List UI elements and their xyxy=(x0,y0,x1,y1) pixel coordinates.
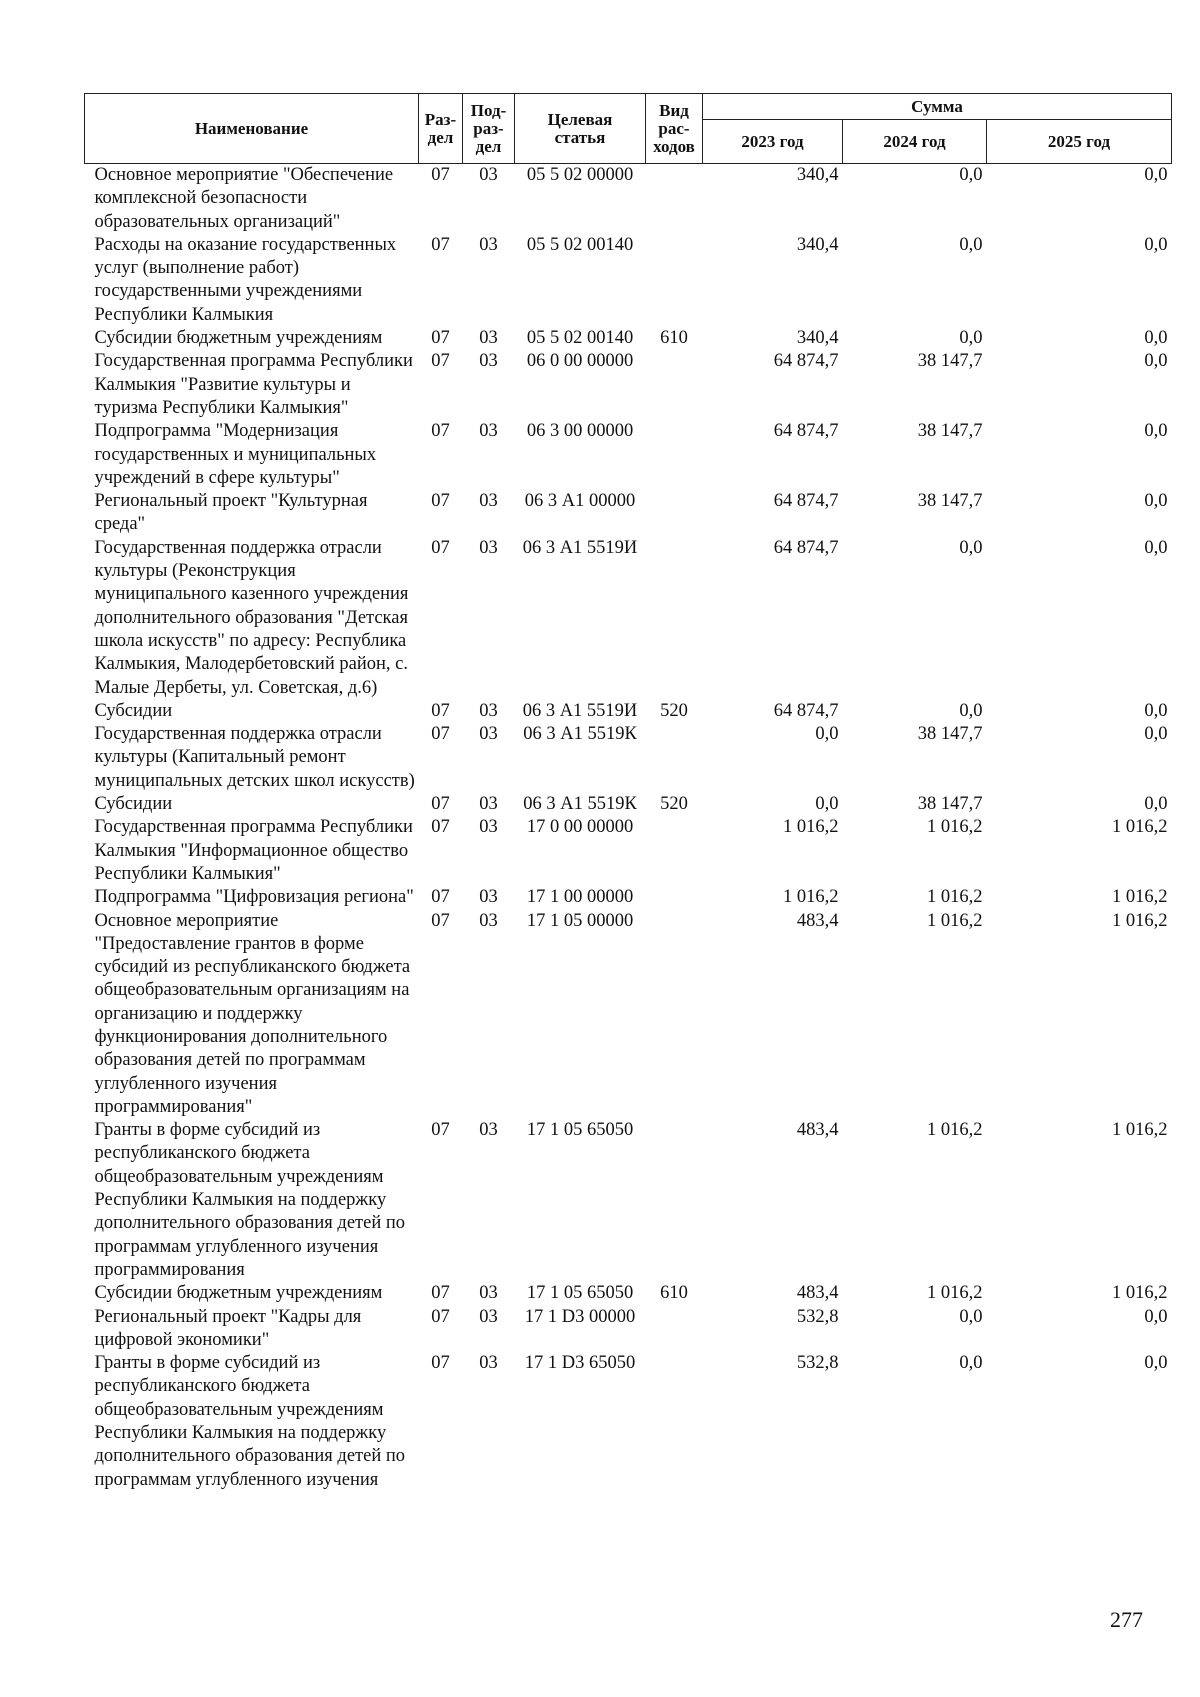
row-sum-2025: 1 016,2 xyxy=(1112,1283,1168,1304)
row-podrazdel: 03 xyxy=(479,887,498,908)
row-target-article: 17 1 D3 65050 xyxy=(524,1353,636,1374)
row-sum-2023: 64 874,7 xyxy=(773,491,839,512)
row-sum-2025: 0,0 xyxy=(1144,165,1168,185)
header-2024: 2024 год xyxy=(843,120,987,164)
row-expense-type xyxy=(646,490,703,537)
page-number: 277 xyxy=(1110,1607,1143,1632)
table-row xyxy=(85,700,1172,723)
row-name: Основное мероприятие "Предоставление грантов в форме субсидий из республиканского бюджета общеобразовательным организациям на организацию и поддержку функционирования дополнительного образования детей по программам углубленного изучения программирования" xyxy=(94,910,411,1117)
row-expense-type xyxy=(646,164,703,234)
row-sum-2024: 38 147,7 xyxy=(917,351,983,372)
row-expense-type xyxy=(646,1352,703,1492)
row-target-article: 06 3 А1 00000 xyxy=(524,491,636,512)
row-sum-2023: 1 016,2 xyxy=(783,817,839,838)
row-target-article: 06 3 А1 5519И xyxy=(522,537,638,558)
row-name: Гранты в форме субсидий из республиканского бюджета общеобразовательным учреждениям Республики Калмыкия на поддержку дополнительного образования детей по программам углубленного изучения программирования xyxy=(94,1120,406,1280)
row-razdel: 07 xyxy=(431,1353,450,1374)
row-sum-2023: 340,4 xyxy=(796,328,839,349)
row-expense-type xyxy=(646,1306,703,1353)
row-podrazdel: 03 xyxy=(479,328,498,349)
table-row xyxy=(85,164,1172,234)
row-razdel: 07 xyxy=(431,794,450,815)
row-sum-2024: 0,0 xyxy=(959,1306,983,1327)
row-name: Подпрограмма "Цифровизация региона" xyxy=(94,887,414,908)
row-sum-2024: 1 016,2 xyxy=(927,1283,983,1304)
row-sum-2025: 1 016,2 xyxy=(1112,1120,1168,1141)
row-razdel: 07 xyxy=(431,700,450,721)
row-sum-2025: 0,0 xyxy=(1144,351,1168,372)
row-podrazdel: 03 xyxy=(479,351,498,372)
row-podrazdel: 03 xyxy=(479,1353,498,1374)
row-name: Региональный проект "Культурная среда" xyxy=(94,491,368,535)
header-razdel: Раз- дел xyxy=(419,94,463,164)
row-razdel: 07 xyxy=(431,234,450,255)
header-target-article: Целевая статья xyxy=(515,94,646,164)
table-row xyxy=(85,350,1172,420)
table-header xyxy=(85,94,1172,164)
table-row xyxy=(85,886,1172,909)
row-sum-2023: 483,4 xyxy=(796,910,839,931)
row-sum-2024: 1 016,2 xyxy=(927,910,983,931)
row-name: Государственная программа Республики Калмыкия "Развитие культуры и туризма Республики Калмыкия" xyxy=(94,351,413,418)
row-target-article: 06 3 А1 5519И xyxy=(522,700,638,721)
row-razdel: 07 xyxy=(431,817,450,838)
row-podrazdel: 03 xyxy=(479,421,498,442)
row-sum-2024: 1 016,2 xyxy=(927,1120,983,1141)
row-sum-2023: 483,4 xyxy=(796,1120,839,1141)
row-expense-type xyxy=(646,1119,703,1282)
row-podrazdel: 03 xyxy=(479,537,498,558)
row-razdel: 07 xyxy=(431,1120,450,1141)
row-expense-type xyxy=(646,816,703,886)
row-sum-2024: 1 016,2 xyxy=(927,887,983,908)
table-row xyxy=(85,1306,1172,1353)
row-sum-2025: 1 016,2 xyxy=(1112,817,1168,838)
row-sum-2024: 0,0 xyxy=(959,165,983,185)
row-sum-2025: 0,0 xyxy=(1144,234,1168,255)
row-name: Государственная поддержка отрасли культуры (Реконструкция муниципального казенного учреждения дополнительного образования "Детская школа искусств" по адресу: Республика Калмыкия, Малодербетовский район, с. Малые Дербеты, ул. Советская, д.6) xyxy=(94,537,409,698)
row-razdel: 07 xyxy=(431,328,450,349)
row-sum-2024: 38 147,7 xyxy=(917,491,983,512)
row-razdel: 07 xyxy=(431,1283,450,1304)
row-podrazdel: 03 xyxy=(479,234,498,255)
row-razdel: 07 xyxy=(431,165,450,185)
header-podrazdel: Под- раз- дел xyxy=(463,94,515,164)
row-razdel: 07 xyxy=(431,421,450,442)
row-name: Субсидии бюджетным учреждениям xyxy=(94,328,383,349)
row-expense-type xyxy=(646,537,703,700)
row-sum-2023: 64 874,7 xyxy=(773,700,839,721)
row-sum-2025: 1 016,2 xyxy=(1112,910,1168,931)
row-razdel: 07 xyxy=(431,537,450,558)
table-row xyxy=(85,1282,1172,1305)
table-row xyxy=(85,793,1172,816)
table-row xyxy=(85,537,1172,700)
row-sum-2023: 64 874,7 xyxy=(773,351,839,372)
table-row xyxy=(85,723,1172,793)
budget-table-page xyxy=(84,93,1171,1492)
row-podrazdel: 03 xyxy=(479,1306,498,1327)
row-razdel: 07 xyxy=(431,491,450,512)
row-target-article: 17 1 05 65050 xyxy=(526,1283,634,1304)
row-expense-type: 610 xyxy=(660,328,688,349)
row-name: Субсидии xyxy=(94,700,173,721)
table-row xyxy=(85,1352,1172,1492)
row-sum-2025: 1 016,2 xyxy=(1112,887,1168,908)
budget-table xyxy=(84,93,1172,1492)
row-sum-2025: 0,0 xyxy=(1144,700,1168,721)
row-sum-2024: 1 016,2 xyxy=(927,817,983,838)
row-sum-2023: 340,4 xyxy=(796,165,839,185)
row-sum-2025: 0,0 xyxy=(1144,1306,1168,1327)
row-expense-type xyxy=(646,886,703,909)
row-sum-2025: 0,0 xyxy=(1144,724,1168,745)
row-expense-type xyxy=(646,350,703,420)
row-sum-2024: 0,0 xyxy=(959,328,983,349)
table-row xyxy=(85,910,1172,1120)
header-sum: Сумма xyxy=(703,94,1172,120)
row-target-article: 06 3 00 00000 xyxy=(526,421,634,442)
row-target-article: 17 1 D3 00000 xyxy=(524,1306,636,1327)
row-name: Подпрограмма "Модернизация государственных и муниципальных учреждений в сфере культуры" xyxy=(94,421,377,488)
row-podrazdel: 03 xyxy=(479,910,498,931)
table-row xyxy=(85,490,1172,537)
row-sum-2023: 0,0 xyxy=(815,724,839,745)
row-expense-type xyxy=(646,234,703,327)
header-expense-type: Вид рас- ходов xyxy=(646,94,703,164)
row-razdel: 07 xyxy=(431,887,450,908)
row-podrazdel: 03 xyxy=(479,165,498,185)
row-name: Субсидии xyxy=(94,794,173,815)
row-name: Расходы на оказание государственных услуг (выполнение работ) государственными учреждениями Республики Калмыкия xyxy=(94,234,397,325)
row-target-article: 05 5 02 00140 xyxy=(526,328,634,349)
row-target-article: 17 1 05 65050 xyxy=(526,1120,634,1141)
row-sum-2023: 1 016,2 xyxy=(783,887,839,908)
row-podrazdel: 03 xyxy=(479,491,498,512)
row-razdel: 07 xyxy=(431,351,450,372)
table-row xyxy=(85,234,1172,327)
row-sum-2023: 64 874,7 xyxy=(773,421,839,442)
row-sum-2024: 38 147,7 xyxy=(917,724,983,745)
row-target-article: 06 3 А1 5519К xyxy=(523,724,637,745)
header-2023: 2023 год xyxy=(703,120,843,164)
header-2025: 2025 год xyxy=(987,120,1172,164)
row-sum-2023: 64 874,7 xyxy=(773,537,839,558)
row-target-article: 05 5 02 00000 xyxy=(526,165,634,185)
row-expense-type: 520 xyxy=(660,700,688,721)
row-razdel: 07 xyxy=(431,724,450,745)
row-sum-2023: 340,4 xyxy=(796,234,839,255)
row-target-article: 17 1 05 00000 xyxy=(526,910,634,931)
row-target-article: 05 5 02 00140 xyxy=(526,234,634,255)
row-sum-2023: 483,4 xyxy=(796,1283,839,1304)
row-podrazdel: 03 xyxy=(479,794,498,815)
row-sum-2023: 532,8 xyxy=(796,1353,839,1374)
row-name: Государственная поддержка отрасли культуры (Капитальный ремонт муниципальных детских школ искусств) xyxy=(94,724,415,791)
row-sum-2024: 0,0 xyxy=(959,537,983,558)
row-sum-2024: 0,0 xyxy=(959,1353,983,1374)
row-expense-type xyxy=(646,910,703,1120)
row-podrazdel: 03 xyxy=(479,817,498,838)
row-target-article: 17 0 00 00000 xyxy=(526,817,634,838)
row-name: Субсидии бюджетным учреждениям xyxy=(94,1283,383,1304)
row-podrazdel: 03 xyxy=(479,700,498,721)
row-name: Гранты в форме субсидий из республиканского бюджета общеобразовательным учреждениям Республики Калмыкия на поддержку дополнительного образования детей по программам углубленного изучения xyxy=(94,1353,406,1490)
row-target-article: 06 3 А1 5519К xyxy=(523,794,637,815)
row-name: Государственная программа Республики Калмыкия "Информационное общество Республики Калмыкия" xyxy=(94,817,413,884)
row-sum-2025: 0,0 xyxy=(1144,421,1168,442)
row-target-article: 17 1 00 00000 xyxy=(526,887,634,908)
row-sum-2024: 38 147,7 xyxy=(917,421,983,442)
row-sum-2025: 0,0 xyxy=(1144,537,1168,558)
row-podrazdel: 03 xyxy=(479,1120,498,1141)
row-sum-2023: 0,0 xyxy=(815,794,839,815)
row-expense-type: 520 xyxy=(660,794,688,815)
row-sum-2024: 0,0 xyxy=(959,700,983,721)
table-row xyxy=(85,420,1172,490)
row-podrazdel: 03 xyxy=(479,1283,498,1304)
row-name: Региональный проект "Кадры для цифровой экономики" xyxy=(94,1306,362,1350)
row-sum-2024: 38 147,7 xyxy=(917,794,983,815)
header-name: Наименование xyxy=(85,94,419,164)
row-expense-type xyxy=(646,420,703,490)
row-expense-type: 610 xyxy=(660,1283,688,1304)
row-sum-2024: 0,0 xyxy=(959,234,983,255)
row-razdel: 07 xyxy=(431,910,450,931)
row-name: Основное мероприятие "Обеспечение комплексной безопасности образовательных организаций" xyxy=(94,165,394,232)
table-row xyxy=(85,327,1172,350)
row-expense-type xyxy=(646,723,703,793)
row-sum-2023: 532,8 xyxy=(796,1306,839,1327)
table-body xyxy=(85,164,1172,1492)
row-podrazdel: 03 xyxy=(479,724,498,745)
table-row xyxy=(85,816,1172,886)
row-target-article: 06 0 00 00000 xyxy=(526,351,634,372)
row-sum-2025: 0,0 xyxy=(1144,328,1168,349)
row-razdel: 07 xyxy=(431,1306,450,1327)
row-sum-2025: 0,0 xyxy=(1144,1353,1168,1374)
row-sum-2025: 0,0 xyxy=(1144,794,1168,815)
table-row xyxy=(85,1119,1172,1282)
row-sum-2025: 0,0 xyxy=(1144,491,1168,512)
